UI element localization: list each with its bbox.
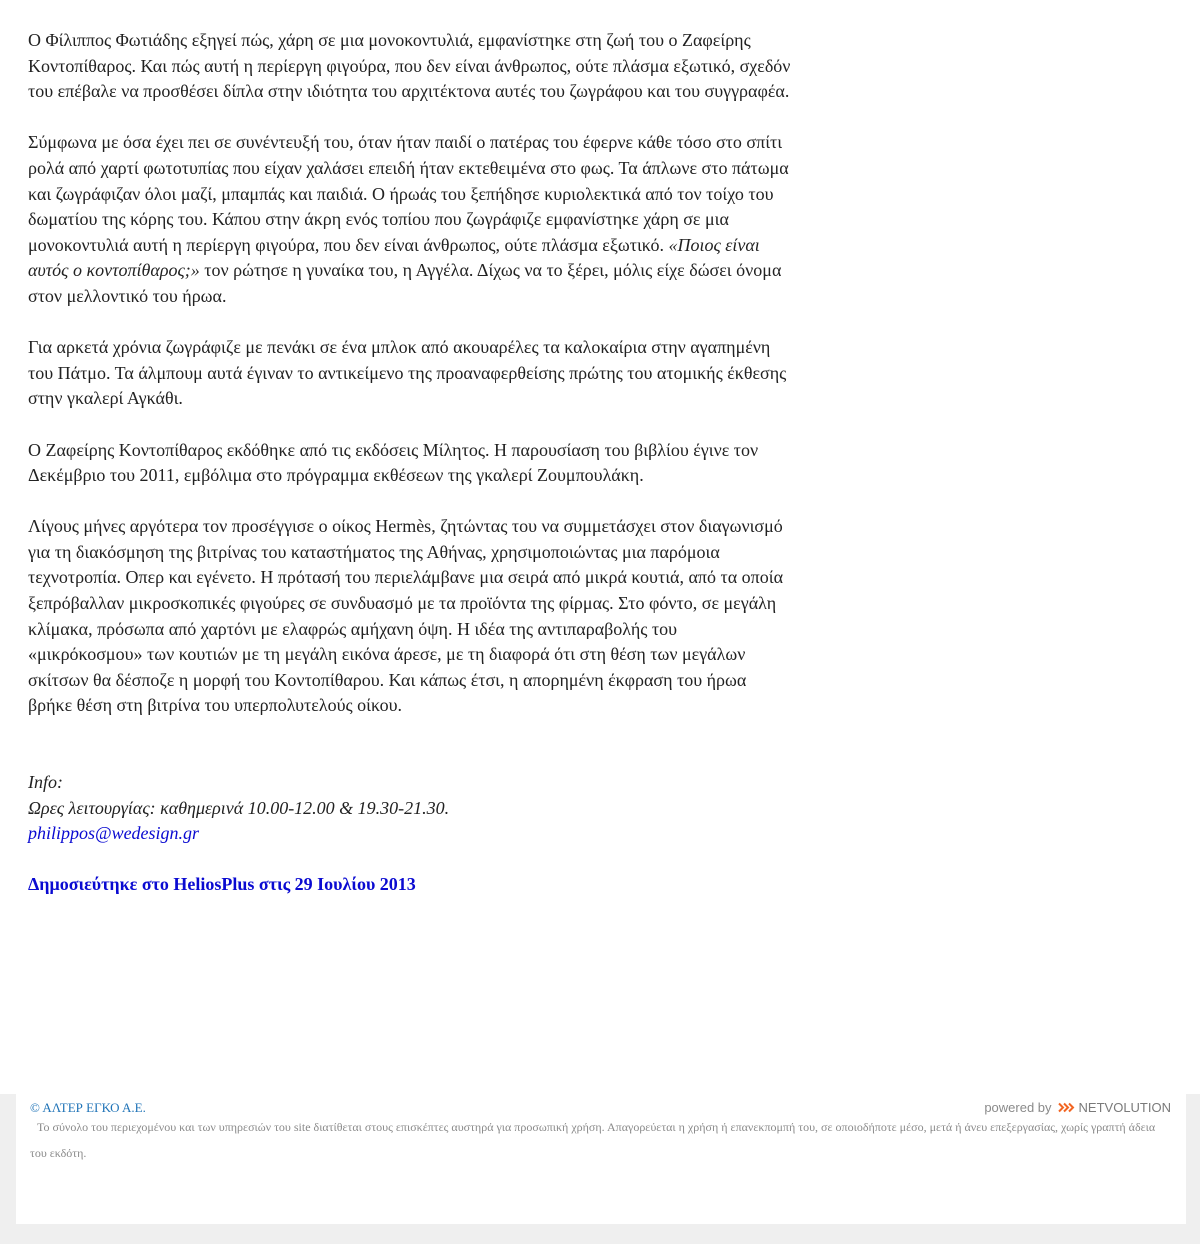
paragraph-2-quote: «Ποιος είναι αυτός ο κοντοπίθαρος;» — [28, 234, 760, 281]
paragraph-1: Ο Φίλιππος Φωτιάδης εξηγεί πώς, χάρη σε μια μονοκοντυλιά, εμφανίστηκε στη ζωή του ο Ζαφείρης Κοντοπίθαρος. Και πώς αυτή η περίεργη φιγούρα, που δεν είναι άνθρωπος, ούτε πλάσμα εξωτικό, σχεδόν του επέβαλε να προσθέσει δίπλα στην ιδιότητα του αρχιτέκτονα αυτές του ζωγράφου και του συγγραφέα. — [28, 30, 791, 102]
powered-by-label: powered by — [984, 1100, 1052, 1115]
copyright-link[interactable]: © ΑΛΤΕΡ ΕΓΚΟ Α.Ε. — [30, 1100, 146, 1115]
paragraph-2 — [28, 130, 793, 309]
footer-disclaimer: Το σύνολο του περιεχομένου και των υπηρεσιών του site διατίθεται στους επισκέπτες αυστηρά για προσωπική χρήση. Απαγορεύεται η χρήση ή επανεκπομπή του, σε οποιοδήποτε μέσο, μετά ή άνευ επεξεργασίας, χωρίς γραπτή άδεια του εκδότη. — [30, 1120, 1156, 1160]
published-in-heliosplus-link[interactable]: Δημοσιεύτηκε στο HeliosPlus στις 29 Ιουλίου 2013 — [28, 874, 416, 895]
paragraph-2-end: τον ρώτησε η γυναίκα του, η Αγγέλα. Δίχως να το ξέρει, μόλις είχε δώσει όνομα στον μελλοντικό του ήρωα. — [28, 260, 782, 306]
powered-by — [984, 1100, 1171, 1115]
info-block — [28, 770, 793, 847]
article-body — [28, 28, 793, 898]
paragraph-5: Λίγους μήνες αργότερα τον προσέγγισε ο οίκος Hermès, ζητώντας του να συμμετάσχει στον διαγωνισμό για τη διακόσμηση της βιτρίνας του καταστήματος της Αθήνας, χρησιμοποιώντας μια παρόμοια τεχνοτροπία. Οπερ και εγένετο. Η πρότασή του περιελάμβανε μια σειρά από μικρά κουτιά, από τα οποία ξεπρόβαλλαν μικροσκοπικές φιγούρες σε συνδυασμό με τα προϊόντα της φίρμας. Στο φόντο, σε μεγάλη κλίμακα, πρόσωπα από χαρτόνι με ελαφρώς αμήχανη όψη. Η ιδέα της αντιπαραβολής του «μικρόκοσμου» των κουτιών με τη μεγάλη εικόνα άρεσε, με τη διαφορά ότι στη θέση των μεγάλων σκίτσων θα δέσποζε η μορφή του Κοντοπίθαρου. Και κάπως έτσι, η απορημένη έκφραση του ήρωα βρήκε θέση στη βιτρίνα του υπερπολυτελούς οίκου. — [28, 516, 784, 716]
paragraph-4: Ο Ζαφείρης Κοντοπίθαρος εκδόθηκε από τις εκδόσεις Μίλητος. Η παρουσίαση του βιβλίου έγινε τον Δεκέμβριο του 2011, εμβόλιμα στο πρόγραμμα εκθέσεων της γκαλερί Ζουμπουλάκη. — [28, 439, 759, 486]
email-link[interactable]: philippos@wedesign.gr — [28, 823, 200, 844]
info-label: Info: — [28, 772, 63, 793]
netvolution-brand-link[interactable]: NETVOLUTION — [1078, 1100, 1171, 1115]
paragraph-2-start: Σύμφωνα με όσα έχει πει σε συνέντευξή του, όταν ήταν παιδί ο πατέρας του έφερνε κάθε τόσο στο σπίτι ρολά από χαρτί φωτοτυπίας που είχαν χαλάσει επειδή ήταν εκτεθειμένα στο φως. Τα άπλωνε στο πάτωμα και ζωγράφιζαν όλοι μαζί, μπαμπάς και παιδιά. Ο ήρωάς του ξεπήδησε κυριολεκτικά από τον τοίχο του δωματίου της κόρης του. Κάπου στην άκρη ενός τοπίου που ζωγράφιζε εμφανίστηκε χάρη σε μια μονοκοντυλιά αυτή η περίεργη φιγούρα, που δεν είναι άνθρωπος, ούτε πλάσμα εξωτικό. — [28, 132, 789, 255]
netvolution-chevrons-icon[interactable] — [1058, 1102, 1075, 1113]
opening-hours: Ωρες λειτουργίας: καθημερινά 10.00-12.00 & 19.30-21.30. — [28, 797, 450, 818]
paragraph-3: Για αρκετά χρόνια ζωγράφιζε με πενάκι σε ένα μπλοκ από ακουαρέλες τα καλοκαίρια στην αγαπημένη του Πάτμο. Τα άλμπουμ αυτά έγιναν το αντικείμενο της προαναφερθείσης πρώτης του ατομικής έκθεσης στην γκαλερί Αγκάθι. — [28, 337, 787, 409]
site-footer — [16, 1094, 1186, 1224]
